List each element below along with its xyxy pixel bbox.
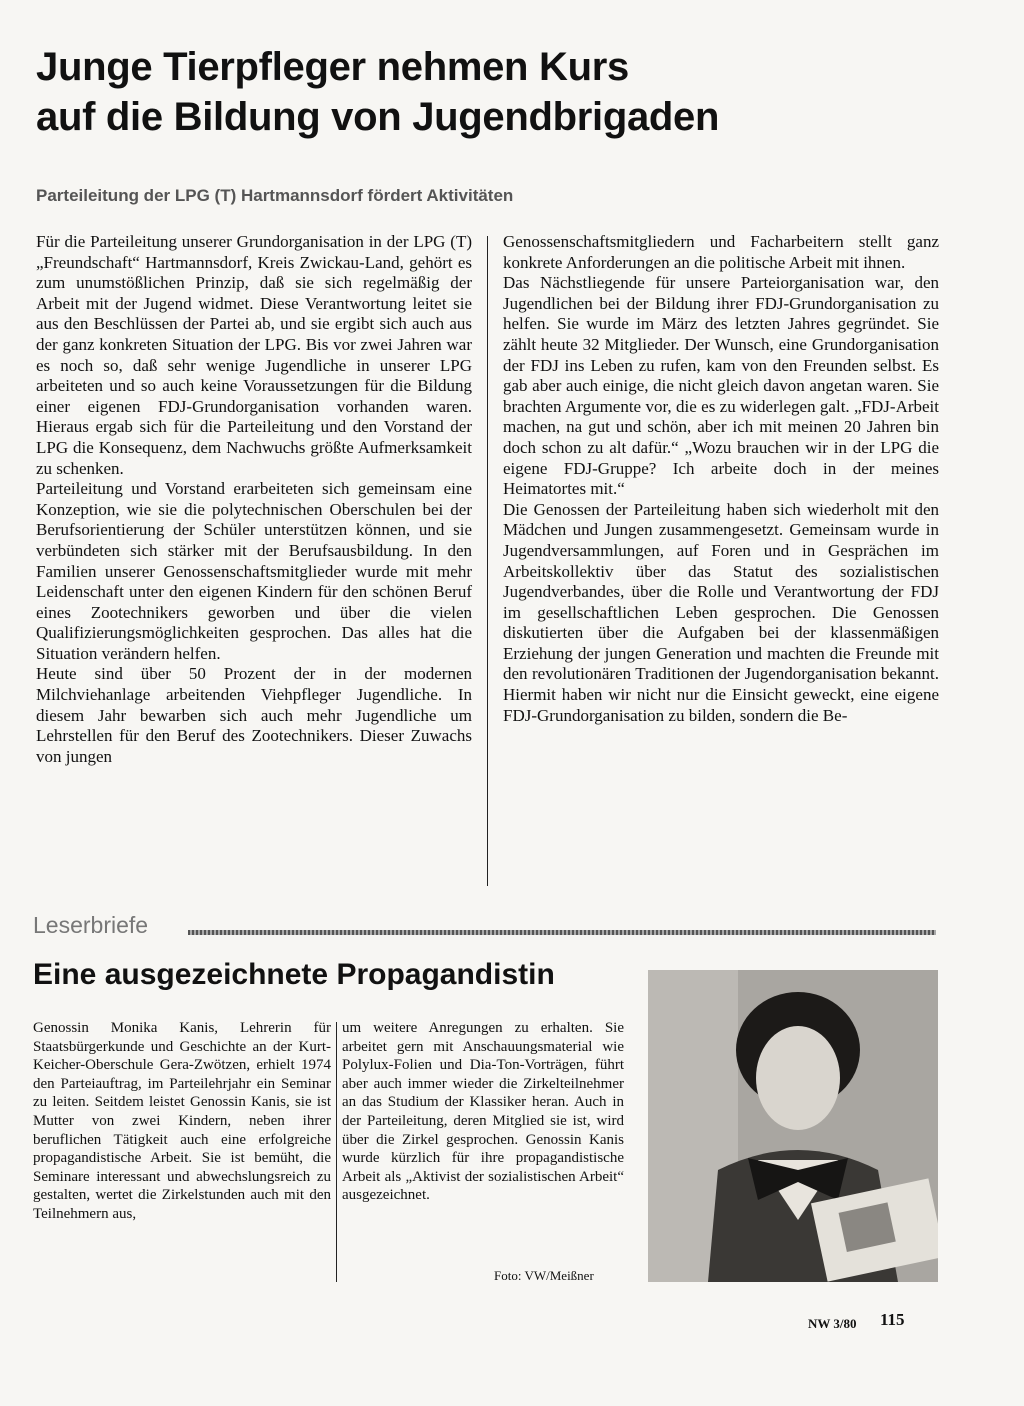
headline-line-2: auf die Bildung von Jugendbrigaden	[36, 95, 720, 139]
photo-credit: Foto: VW/Meißner	[494, 1268, 594, 1283]
column-divider	[487, 236, 488, 886]
portrait-photo	[648, 970, 938, 1282]
article-paragraph: Für die Parteileitung unserer Grundorganisation in der LPG (T) „Freundschaft“ Hartmannsdorf, Kreis Zwickau-Land, gehört es zum unumstößlichen Prinzip, daß sie sich regelmäßig der Arbeit mit der Jugend widmet. Diese Verantwortung leitet sie aus den Beschlüssen der Partei ab, und sie ergibt sich auch aus der ganz konkreten Situation der LPG. Bis vor zwei Jahren war es noch so, daß sehr wenige Jugendliche in unserer LPG arbeiteten und so auch keine Voraussetzungen für die Bildung einer eigenen FDJ-Grundorganisation vorhanden waren. Hieraus ergab sich für die Parteileitung und den Vorstand der LPG die Konsequenz, dem Nachwuchs größte Aufmerksamkeit zu schenken.	[36, 232, 472, 478]
letter-column-1: Genossin Monika Kanis, Lehrerin für Staatsbürgerkunde und Geschichte an der Kurt-Keicher-Oberschule Gera-Zwötzen, erhielt 1974 den Parteiauftrag, im Parteilehrjahr ein Seminar zu leiten. Seitdem leistet Genossin Kanis, sie ist Mutter von zwei Kindern, neben ihrer beruflichen Tätigkeit auch eine erfolgreiche propagandistische Arbeit. Sie ist bemüht, die Seminare interessant und abwechslungsreich zu gestalten, wertet die Zirkelstunden auch mit den Teilnehmern aus,	[33, 1020, 331, 1222]
headline	[36, 42, 916, 142]
page-number: 115	[880, 1310, 905, 1329]
letter-title: Eine ausgezeichnete Propagandistin	[33, 958, 555, 991]
letter-column-2: um weitere Anregungen zu erhalten. Sie arbeitet gern mit Anschauungsmaterial wie Polylux-Folien und Dia-Ton-Vorträgen, führt aber auch immer wieder die Zirkelteilnehmer an das Studium der Klassiker heran. Auch in der Parteileitung, deren Mitglied sie ist, wird über die Zirkel gesprochen. Genossin Kanis wurde kürzlich für ihre propagandistische Arbeit als „Aktivist der sozialistischen Arbeit“ ausgezeichnet.	[342, 1020, 624, 1204]
section-label-leserbriefe: Leserbriefe	[33, 912, 149, 938]
article-paragraph: Genossenschaftsmitgliedern und Facharbeitern stellt ganz konkrete Anforderungen an die politische Arbeit mit ihnen.	[503, 232, 939, 272]
article-paragraph: Heute sind über 50 Prozent der in der modernen Milchviehanlage arbeitenden Viehpfleger Jugendliche. In diesem Jahr bewarben sich auch mehr Jugendliche um Lehrstellen für den Beruf des Zootechnikers. Dieser Zuwachs von jungen	[36, 664, 472, 766]
article-paragraph: Die Genossen der Parteileitung haben sich wiederholt mit den Mädchen und Jungen zusammengesetzt. Gemeinsam wurde in Jugendversammlungen, auf Foren und in Gesprächen im Arbeitskollektiv über das Statut des sozialistischen Jugendverbandes, über die Rolle und Verantwortung der FDJ im gesellschaftlichen Leben gesprochen. Die Genossen diskutierten über die Aufgaben bei der klassenmäßigen Erziehung der jungen Generation und machten die Freunde mit den revolutionären Traditionen der Jugendorganisation bekannt. Hiermit haben wir nicht nur die Einsicht geweckt, eine eigene FDJ-Grundorganisation zu bilden, sondern die Be-	[503, 499, 939, 725]
article-column-1	[36, 232, 472, 767]
section-rule	[188, 930, 936, 935]
letter-column-divider	[336, 1022, 337, 1282]
journal-issue: NW 3/80	[808, 1316, 857, 1331]
portrait-illustration	[648, 970, 938, 1282]
article-paragraph: Das Nächstliegende für unsere Parteiorganisation war, den Jugendlichen bei der Bildung ihrer FDJ-Grundorganisation zu helfen. Sie wurde im März des letzten Jahres gegründet. Sie zählt heute 32 Mitglieder. Der Wunsch, eine Grundorganisation der FDJ ins Leben zu rufen, kam von den Freunden selbst. Es gab aber auch einige, die nicht gleich davon angetan waren. Sie brachten Argumente vor, die es zu widerlegen galt. „FDJ-Arbeit machen, na gut und schön, aber ich mit meinen 20 Jahren bin doch schon zu alt dafür.“ „Wozu brauchen wir in der LPG die eigene FDJ-Gruppe? Ich arbeite doch in der meines Heimatortes mit.“	[503, 273, 939, 499]
article-paragraph: Parteileitung und Vorstand erarbeiteten sich gemeinsam eine Konzeption, wie sie die polytechnischen Oberschulen bei der Berufsorientierung der Schüler unterstützen können, und sie verbündeten sich stärker mit der Berufsausbildung. In den Familien unserer Genossenschaftsmitglieder wurde mit mehr Leidenschaft unter den eigenen Kindern für den schönen Beruf eines Zootechnikers geworben und über die vielen Qualifizierungsmöglichkeiten gesprochen. Das alles hat die Situation verändern helfen.	[36, 479, 472, 663]
article-column-2	[503, 232, 939, 726]
headline-line-1: Junge Tierpfleger nehmen Kurs	[36, 45, 629, 89]
subheadline: Parteileitung der LPG (T) Hartmannsdorf fördert Aktivitäten	[36, 186, 514, 205]
